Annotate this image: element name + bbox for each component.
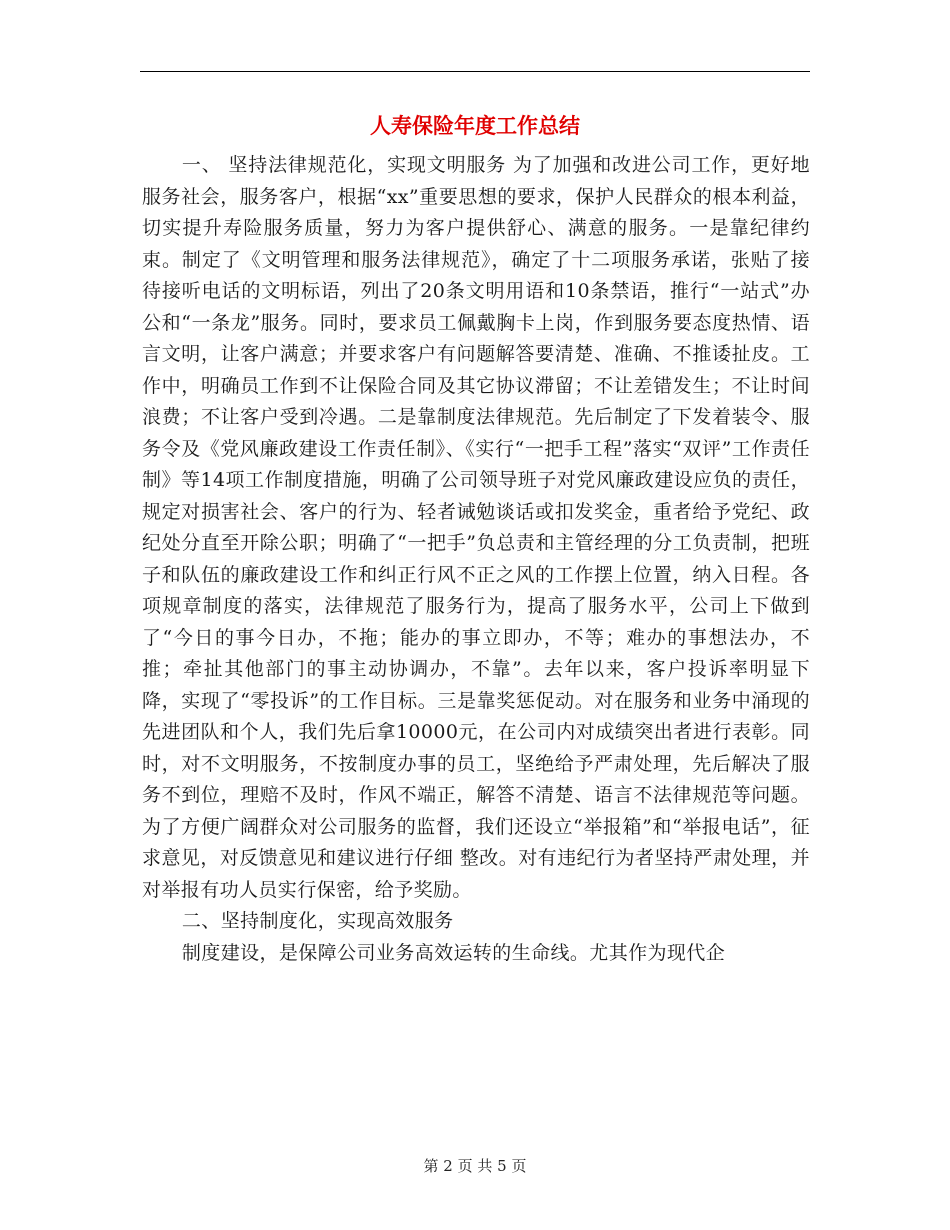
heading-section-two: 二、坚持制度化，实现高效服务 <box>181 910 454 932</box>
document-body <box>142 150 810 969</box>
paragraph-section-one: 一、 坚持法律规范化，实现文明服务 为了加强和改进公司工作，更好地服务社会，服务客户，根据“xx”重要思想的要求，保护人民群众的根本利益，切实提升寿险服务质量，努力为客户提供舒心、满意的服务。一是靠纪律约束。制定了《文明管理和服务法律规范》，确定了十二项服务承诺，张贴了接待接听电话的文明标语，列出了20条文明用语和10条禁语，推行“一站式”办公和“一条龙”服务。同时，要求员工佩戴胸卡上岗，作到服务要态度热情、语言文明，让客户满意；并要求客户有问题解答要清楚、准确、不推诿扯皮。工作中，明确员工作到不让保险合同及其它协议滞留；不让差错发生；不让时间浪费；不让客户受到冷遇。二是靠制度法律规范。先后制定了下发着装令、服务令及《党风廉政建设工作责任制》、《实行“一把手工程”落实“双评”工作责任制》等14项工作制度措施，明确了公司领导班子对党风廉政建设应负的责任，规定对损害社会、客户的行为、轻者诫勉谈话或扣发奖金，重者给予党纪、政纪处分直至开除公职；明确了“一把手”负总责和主管经理的分工负责制，把班子和队伍的廉政建设工作和纠正行风不正之风的工作摆上位置，纳入日程。各项规章制度的落实，法律规范了服务行为，提高了服务水平，公司上下做到了“今日的事今日办，不拖；能办的事立即办，不等；难办的事想法办，不推；牵扯其他部门的事主动协调办，不靠”。去年以来，客户投诉率明显下降，实现了“零投诉”的工作目标。三是靠奖惩促动。对在服务和业务中涌现的先进团队和个人，我们先后拿10000元，在公司内对成绩突出者进行表彰。同时，对不文明服务，不按制度办事的员工，坚绝给予严肃处理，先后解决了服务不到位，理赔不及时，作风不端正，解答不清楚、语言不法律规范等问题。为了方便广阔群众对公司服务的监督，我们还设立“举报箱”和“举报电话”，征求意见，对反馈意见和建议进行仔细 整改。对有违纪行为者坚持严肃处理，并对举报有功人员实行保密，给予奖励。 <box>142 154 810 901</box>
header-rule <box>140 71 810 72</box>
paragraph-section-two: 制度建设，是保障公司业务高效运转的生命线。尤其作为现代企 <box>181 941 726 964</box>
page-number: 第 2 页 共 5 页 <box>423 1157 527 1175</box>
document-title: 人寿保险年度工作总结 <box>370 113 580 138</box>
